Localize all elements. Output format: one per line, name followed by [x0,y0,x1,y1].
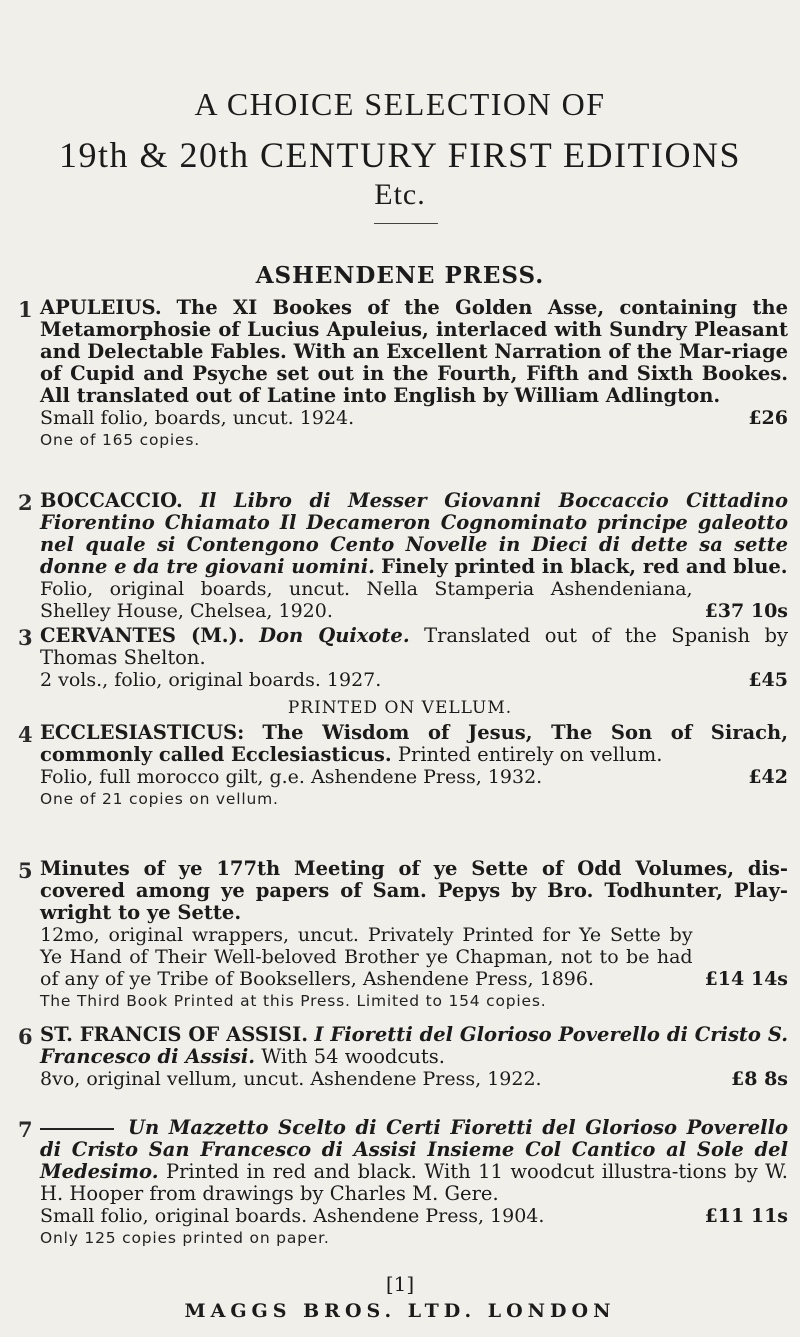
entry-number: 1 [18,297,33,322]
entry-note: One of 21 copies on vellum. [40,790,279,808]
entry-author: BOCCACCIO. [40,489,183,512]
entry-title-tail: With 54 woodcuts. [261,1045,445,1068]
entry-title-tail: Translated out of the Spanish by Thomas Shelton. [40,624,789,669]
entry-title: I Fioretti del Glorioso Poverello di Cristo S. Francesco di Assisi. [40,1023,788,1068]
entry-title-tail: Finely printed in black, red and blue. [381,555,788,578]
entry-price: £26 [748,407,788,429]
entry-price: £45 [748,669,788,691]
catalogue-title-line1: A CHOICE SELECTION OF [194,86,606,122]
entry-title: Un Mazzetto Scelto di Certi Fioretti del Glorioso Poverello di Cristo San Francesco di Assisi Insieme Col Cantico al Sole del Medesimo. [40,1116,788,1183]
entry-number: 7 [18,1117,33,1142]
entry-price: £11 11s [704,1205,788,1227]
entry-number: 2 [18,490,33,515]
entry-note: One of 165 copies. [40,431,200,449]
section-heading-vellum: PRINTED ON VELLUM. [287,698,513,718]
entry-title: Don Quixote. [259,624,410,647]
entry-title: Il Libro di Messer Giovanni Boccaccio Cittadino Fiorentino Chiamato Il Decameron Cognominato principe galeotto nel quale si Contengono Cento Novelle in Dieci di dette sa sette donne e da tre giovani uomini. [40,489,788,578]
entry-price: £37 10s [704,600,788,622]
publisher-imprint: MAGGS BROS. LTD. LONDON [184,1300,616,1322]
page-number: [1] [385,1272,415,1296]
entry-description: 2 vols., folio, original boards. 1927. [40,669,382,691]
entry-description: Small folio, original boards. Ashendene Press, 1904. [40,1205,545,1227]
entry-author: APULEIUS. [40,296,162,319]
title-divider [374,223,438,224]
entry-description: Folio, full morocco gilt, g.e. Ashendene Press, 1932. [40,766,543,788]
entry-description: 8vo, original vellum, uncut. Ashendene Press, 1922. [40,1068,542,1090]
entry-number: 3 [18,625,33,650]
entry-price: £14 14s [704,968,788,990]
entry-description: 12mo, original wrappers, uncut. Privately Printed for Ye Sette by Ye Hand of Their Well-beloved Brother ye Chapman, not to be had of any of ye Tribe of Booksellers, Ashendene Press, 1896. [40,924,693,990]
entry-description: Folio, original boards, uncut. Nella Stamperia Ashendeniana, Shelley House, Chelsea, 1920. [40,578,693,622]
ditto-dash [40,1128,114,1130]
entry-price: £8 8s [731,1068,788,1090]
entry-note: The Third Book Printed at this Press. Limited to 154 copies. [40,992,547,1010]
catalogue-title-line2: 19th & 20th CENTURY FIRST EDITIONS [58,135,742,175]
entry-title-tail: Printed in red and black. With 11 woodcut illustra-tions by W. H. Hooper from drawings by Charles M. Gere. [40,1160,788,1205]
entry-title: Minutes of ye 177th Meeting of ye Sette of Odd Volumes, dis-covered among ye papers of Sam. Pepys by Bro. Todhunter, Play-wright to ye Sette. [40,857,788,924]
entry-title: The XI Bookes of the Golden Asse, containing the Metamorphosie of Lucius Apuleius, interlaced with Sundry Pleasant and Delectable Fables. With an Excellent Narration of the Mar-riage of Cupid and Psyche set out in the Fourth, Fifth and Sixth Bookes. All translated out of Latine into English by William Adlington. [40,296,789,407]
entry-author: ST. FRANCIS OF ASSISI. [40,1023,309,1046]
entry-note: Only 125 copies printed on paper. [40,1229,330,1247]
entry-title-tail: Printed entirely on vellum. [397,743,663,766]
entry-number: 6 [18,1024,33,1049]
entry-author: CERVANTES (M.). [40,624,245,647]
entry-number: 5 [18,858,33,883]
catalogue-title-line3: Etc. [374,178,426,211]
entry-number: 4 [18,722,33,747]
entry-title: The Wisdom of Jesus, The Son of Sirach, commonly called Ecclesiasticus. [40,721,789,766]
entry-description: Small folio, boards, uncut. 1924. [40,407,355,429]
entry-price: £42 [748,766,788,788]
section-heading-ashendene: ASHENDENE PRESS. [255,262,545,289]
entry-author: ECCLESIASTICUS: [40,721,245,744]
